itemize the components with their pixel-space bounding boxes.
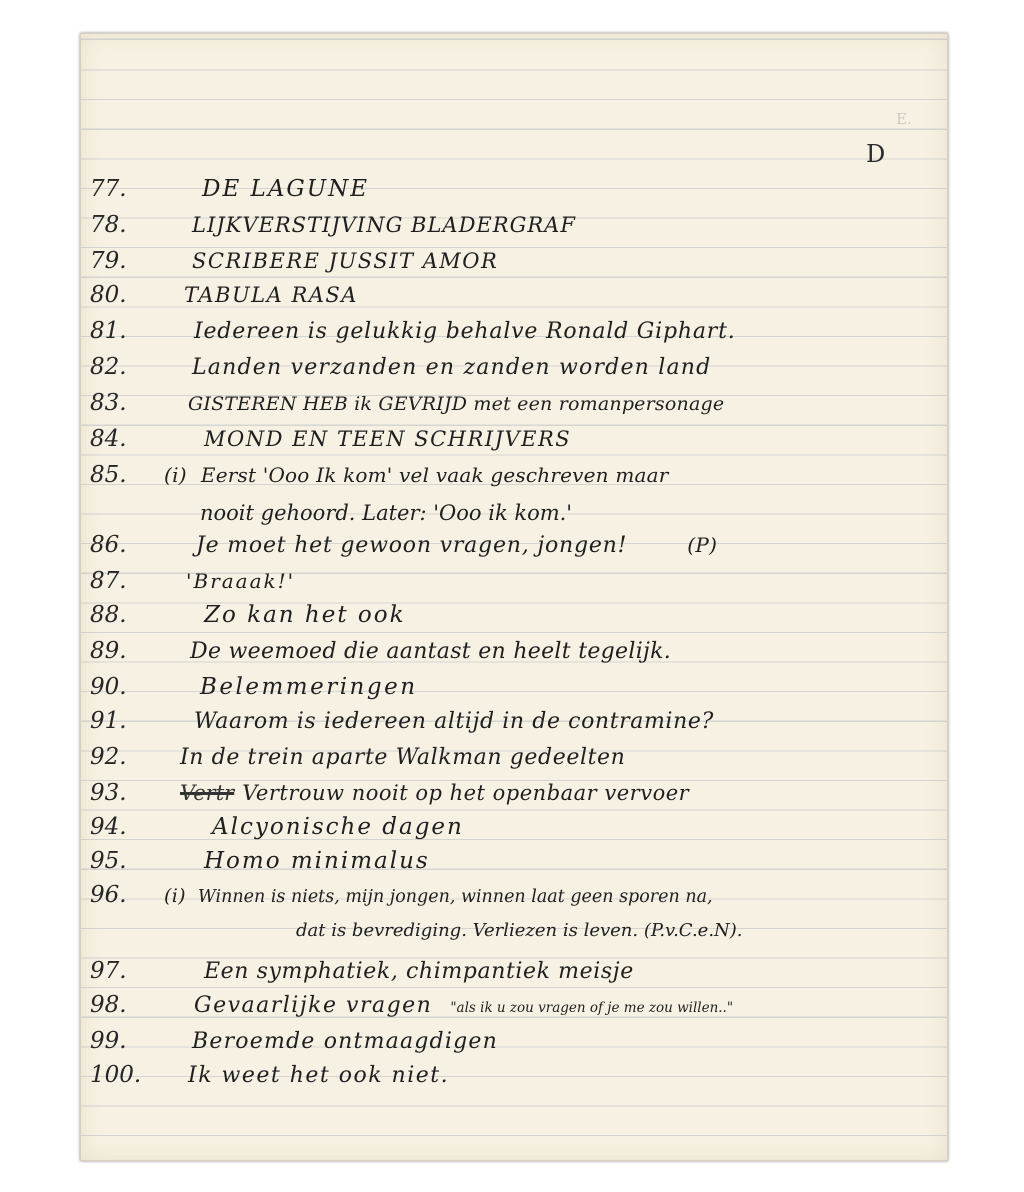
entry-text: Zo kan het ook — [204, 602, 406, 628]
list-item — [80, 956, 634, 986]
entry-number: 77. — [90, 176, 127, 202]
entry-number: 82. — [90, 354, 127, 380]
entry-aside: "als ik u zou vragen of je me zou willen.." — [450, 1000, 734, 1016]
entry-number: 84. — [90, 426, 127, 452]
list-item — [80, 388, 724, 418]
list-item — [80, 174, 369, 204]
list-item — [80, 778, 689, 808]
entry-number: 85. — [90, 462, 127, 488]
entry-number: 86. — [90, 532, 127, 558]
entry-text: SCRIBERE JUSSIT AMOR — [192, 249, 499, 273]
list-item — [80, 672, 418, 702]
entry-number: 96. — [90, 882, 127, 908]
page-letter-ghost: E. — [896, 110, 912, 128]
entry-marker: (i) — [164, 885, 186, 907]
entry-note: (P) — [687, 533, 718, 557]
list-item — [80, 880, 713, 910]
entry-number: 88. — [90, 602, 127, 628]
list-item — [80, 566, 295, 596]
entry-number: 78. — [90, 212, 127, 238]
list-item — [80, 210, 576, 240]
entry-text: Beroemde ontmaagdigen — [192, 1029, 498, 1054]
entry-text: Alcyonische dagen — [212, 814, 464, 840]
entry-text: MOND EN TEEN SCHRIJVERS — [204, 427, 572, 451]
entry-text: De weemoed die aantast en heelt tegelijk. — [190, 639, 672, 664]
entry-text: Winnen is niets, mijn jongen, winnen laat geen sporen na, — [197, 887, 713, 907]
entry-text: 'Braaak!' — [186, 569, 296, 593]
entry-text: Landen verzanden en zanden worden land — [192, 355, 712, 380]
entry-text: DE LAGUNE — [202, 176, 370, 202]
list-item — [80, 1060, 449, 1090]
entry-continuation: nooit gehoord. Later: 'Ooo ik kom.' — [200, 501, 573, 525]
list-item — [80, 846, 430, 876]
entry-number: 97. — [90, 958, 127, 984]
entry-number: 79. — [90, 248, 127, 274]
entry-marker: (i) — [164, 463, 187, 487]
entry-text: LIJKVERSTIJVING BLADERGRAF — [192, 213, 576, 237]
entry-text: Vertrouw nooit op het openbaar vervoer — [242, 781, 690, 805]
list-item — [80, 600, 406, 630]
list-item — [80, 706, 714, 736]
entry-number: 92. — [90, 744, 127, 770]
entry-list — [80, 0, 946, 1192]
entry-number: 99. — [90, 1028, 127, 1054]
entry-number: 95. — [90, 848, 127, 874]
entry-text: Ik weet het ook niet. — [188, 1063, 450, 1088]
entry-text: In de trein aparte Walkman gedeelten — [180, 745, 626, 770]
list-item — [80, 636, 671, 666]
entry-number: 87. — [90, 568, 127, 594]
entry-number: 83. — [90, 390, 127, 416]
entry-text: Waarom is iedereen altijd in de contramine? — [194, 709, 714, 734]
crossed-out-word: Vertr — [180, 781, 235, 805]
entry-number: 98. — [90, 992, 127, 1018]
entry-number: 90. — [90, 674, 127, 700]
list-item — [80, 530, 717, 560]
list-item — [80, 742, 625, 772]
entry-number: 80. — [90, 282, 127, 308]
entry-text: Homo minimalus — [204, 848, 430, 874]
entry-text: GISTEREN HEB ik GEVRIJD met een romanpersonage — [188, 393, 725, 415]
list-item — [80, 280, 358, 310]
entry-text: Iedereen is gelukkig behalve Ronald Giphart. — [194, 319, 736, 344]
list-item — [80, 246, 498, 276]
entry-text: TABULA RASA — [184, 283, 358, 307]
entry-text: Eerst 'Ooo Ik kom' vel vaak geschreven maar — [200, 463, 669, 487]
list-item — [80, 990, 733, 1020]
entry-number: 91. — [90, 708, 127, 734]
list-item — [80, 1026, 498, 1056]
entry-text: Gevaarlijke vragen — [194, 993, 433, 1018]
entry-text: Belemmeringen — [200, 674, 418, 700]
entry-text: Je moet het gewoon vragen, jongen! — [196, 533, 628, 558]
list-item — [80, 460, 669, 490]
entry-number: 94. — [90, 814, 127, 840]
entry-number: 89. — [90, 638, 127, 664]
list-item — [80, 316, 736, 346]
entry-number: 100. — [90, 1062, 142, 1088]
entry-continuation: dat is bevrediging. Verliezen is leven. (P.v.C.e.N). — [296, 920, 743, 941]
list-item — [80, 424, 571, 454]
list-item — [80, 352, 711, 382]
entry-text: Een symphatiek, chimpantiek meisje — [204, 959, 634, 984]
entry-number: 81. — [90, 318, 127, 344]
page-letter: D — [866, 140, 886, 168]
list-item — [80, 812, 464, 842]
entry-number: 93. — [90, 780, 127, 806]
